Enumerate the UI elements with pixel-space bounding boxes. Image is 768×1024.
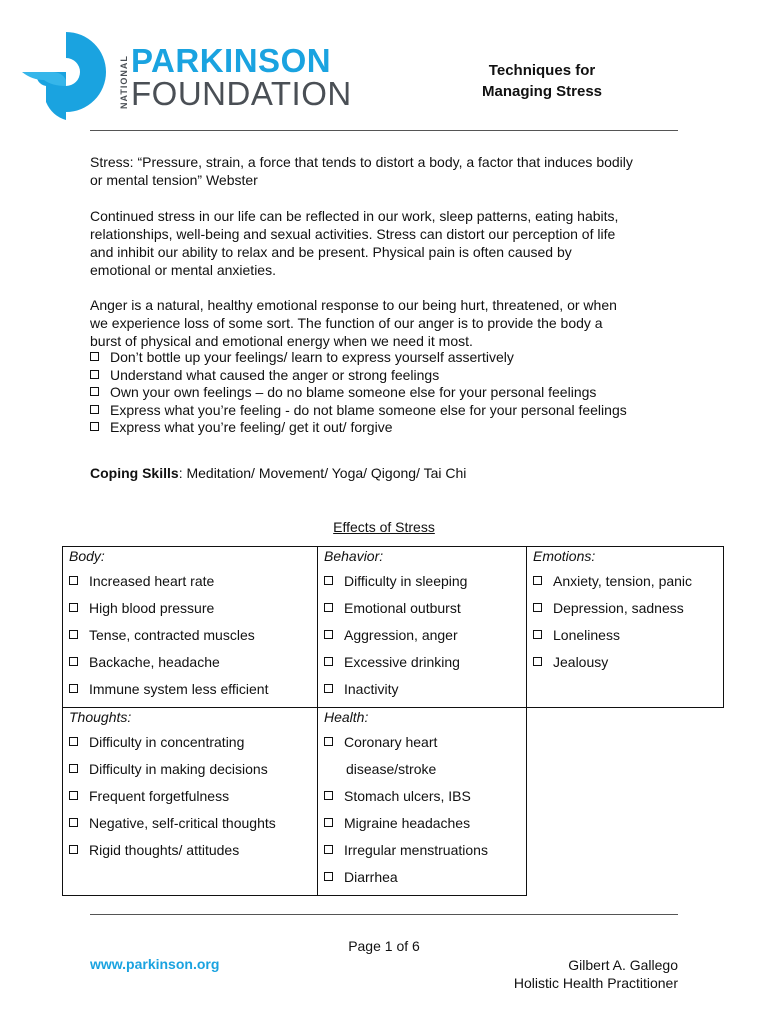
checkbox-icon[interactable] [69,791,78,800]
stress-def-line: or mental tension” Webster [90,172,258,188]
checkbox-icon[interactable] [533,576,542,585]
title-line-1: Techniques for [488,62,596,79]
health-heading: Health: [324,709,369,725]
list-item [324,815,488,842]
checkbox-icon[interactable] [90,387,99,396]
checkbox-icon[interactable] [533,603,542,612]
paragraph-line: relationships, well-being and sexual activities. Stress can distort our perception of life [90,226,616,242]
checklist-item [90,384,627,402]
logo-foundation: FOUNDATION [131,75,352,112]
list-item [533,654,692,681]
paragraph-line: and inhibit our ability to relax and be present. Physical pain is often caused by [90,244,572,260]
document-title [452,60,632,102]
author-name: Gilbert A. Gallego [568,957,678,973]
emotions-cell [526,546,724,708]
checkbox-icon[interactable] [324,818,333,827]
list-item [324,869,488,896]
checklist-item-label: Express what you’re feeling - do not blame someone else for your personal feelings [110,401,627,418]
list-item [69,761,276,788]
list-item [324,681,467,708]
title-line-2: Managing Stress [481,83,603,100]
checkbox-icon[interactable] [324,657,333,666]
checkbox-icon[interactable] [324,872,333,881]
list-item-label: Irregular menstruations [344,842,488,858]
checkbox-icon[interactable] [90,422,99,431]
list-item [69,734,276,761]
anger-paragraph [90,296,690,350]
body-heading: Body: [69,548,105,564]
stress-definition [90,153,690,189]
list-item [69,842,276,869]
checkbox-icon[interactable] [69,630,78,639]
author-title: Holistic Health Practitioner [513,975,678,991]
checkbox-icon[interactable] [90,370,99,379]
list-item-label: Backache, headache [89,654,220,670]
parkinson-foundation-logo [22,28,352,124]
list-item-label: Inactivity [344,681,399,697]
list-item-label: Diarrhea [344,869,398,885]
list-item-label: Depression, sadness [553,600,684,616]
checklist-item [90,367,627,385]
checkbox-icon[interactable] [324,603,333,612]
checkbox-icon[interactable] [69,576,78,585]
list-item-label: Increased heart rate [89,573,215,589]
list-item [324,654,467,681]
list-item-label: Anxiety, tension, panic [553,573,693,589]
page-number: Page 1 of 6 [348,938,420,954]
checklist-item-label: Don’t bottle up your feelings/ learn to express yourself assertively [110,349,514,365]
list-item [69,654,268,681]
list-item [69,573,268,600]
checkbox-icon[interactable] [69,603,78,612]
paragraph-line: emotional or mental anxieties. [90,262,276,278]
logo-national: NATIONAL [119,55,129,109]
checkbox-icon[interactable] [533,630,542,639]
checklist-item-label: Own your own feelings – do no blame someone else for your personal feelings [110,384,597,401]
list-item-label: Negative, self-critical thoughts [89,815,276,831]
website-link[interactable]: www.parkinson.org [90,956,220,972]
checklist-item [90,402,627,420]
checkbox-icon[interactable] [324,791,333,800]
list-item-label: Difficulty in sleeping [344,573,468,589]
paragraph-line: Anger is a natural, healthy emotional response to our being hurt, threatened, or when [90,297,617,313]
anger-checklist [90,349,627,437]
checklist-item [90,349,627,367]
checkbox-icon[interactable] [90,405,99,414]
checkbox-icon[interactable] [69,818,78,827]
stress-def-line: Stress: “Pressure, strain, a force that tends to distort a body, a factor that induces bodily [90,154,633,170]
list-item-label: Excessive drinking [344,654,460,670]
list-item-label: Immune system less efficient [89,681,269,697]
list-item-label: High blood pressure [89,600,215,616]
continued-stress-paragraph [90,207,690,279]
list-item [324,573,467,600]
checkbox-icon[interactable] [324,684,333,693]
list-item-label: Frequent forgetfulness [89,788,230,804]
list-item-label: Rigid thoughts/ attitudes [89,842,240,858]
list-item-continuation [324,761,488,788]
paragraph-line: Continued stress in our life can be reflected in our work, sleep patterns, eating habits, [90,208,619,224]
list-item [533,627,692,654]
coping-skills [90,465,466,481]
list-item-label: disease/stroke [346,761,437,777]
body-cell [62,546,318,708]
logo-mark-icon [22,28,122,124]
checkbox-icon[interactable] [324,630,333,639]
list-item-label: Aggression, anger [344,627,458,643]
thoughts-heading: Thoughts: [69,709,132,725]
checkbox-icon[interactable] [90,352,99,361]
footer-divider [90,914,678,915]
checklist-item [90,419,627,437]
checkbox-icon[interactable] [69,845,78,854]
effects-title: Effects of Stress [333,519,435,535]
paragraph-line: burst of physical and emotional energy when we need it most. [90,333,473,349]
checkbox-icon[interactable] [69,657,78,666]
checkbox-icon[interactable] [324,845,333,854]
list-item-label: Migraine headaches [344,815,471,831]
list-item [69,627,268,654]
checklist-item-label: Understand what caused the anger or strong feelings [110,366,440,383]
list-item [324,734,488,761]
header-divider [90,130,678,131]
thoughts-cell [62,707,318,896]
list-item [533,573,692,600]
list-item [533,600,692,627]
list-item-label: Difficulty in making decisions [89,761,268,777]
checklist-item-label: Express what you’re feeling/ get it out/ forgive [110,419,393,436]
list-item-label: Emotional outburst [344,600,461,616]
logo-parkinson: PARKINSON [131,42,332,79]
list-item [324,600,467,627]
emotions-heading: Emotions: [533,548,596,564]
health-cell [317,707,527,896]
list-item-label: Stomach ulcers, IBS [344,788,471,804]
author-signature [514,956,678,992]
checkbox-icon[interactable] [324,576,333,585]
list-item [69,788,276,815]
checkbox-icon[interactable] [69,684,78,693]
checkbox-icon[interactable] [533,657,542,666]
list-item [324,788,488,815]
behavior-cell [317,546,527,708]
behavior-heading: Behavior: [324,548,384,564]
list-item-label: Tense, contracted muscles [89,627,255,643]
list-item-label: Coronary heart [344,734,438,750]
list-item-label: Difficulty in concentrating [89,734,245,750]
list-item-label: Loneliness [553,627,620,643]
list-item [69,681,268,708]
coping-skills-text: : Meditation/ Movement/ Yoga/ Qigong/ Tai Chi [178,465,467,481]
list-item [69,600,268,627]
list-item [69,815,276,842]
checkbox-icon[interactable] [69,764,78,773]
checkbox-icon[interactable] [324,737,333,746]
coping-skills-label: Coping Skills [90,465,179,481]
list-item [324,627,467,654]
list-item [324,842,488,869]
list-item-label: Jealousy [553,654,609,670]
paragraph-line: we experience loss of some sort. The function of our anger is to provide the body a [90,315,603,331]
checkbox-icon[interactable] [69,737,78,746]
